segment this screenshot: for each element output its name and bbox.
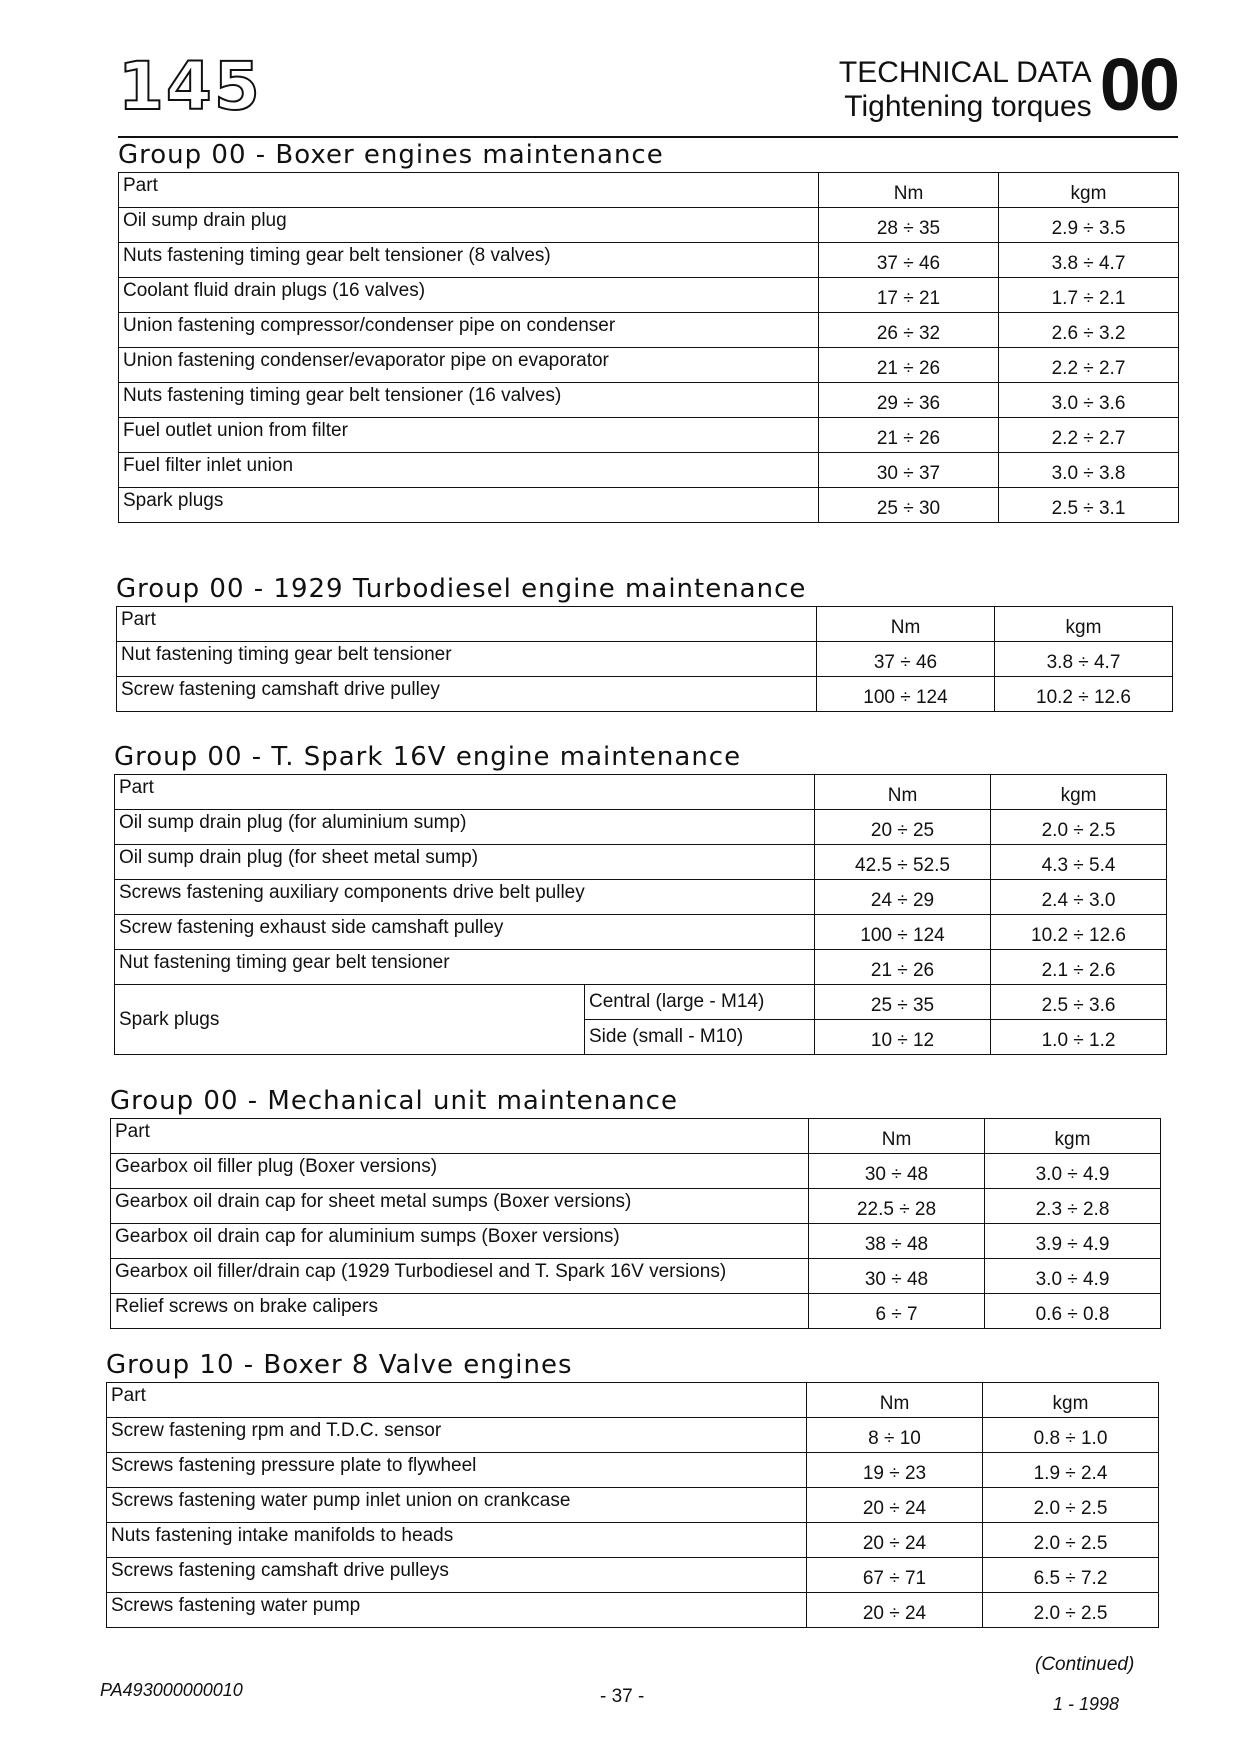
table-row [111, 1224, 1161, 1259]
page-number: - 37 - [600, 1686, 645, 1707]
part-cell: Gearbox oil drain cap for aluminium sumps (Boxer versions) [111, 1224, 809, 1259]
col-kgm: kgm [985, 1119, 1161, 1154]
col-nm: Nm [819, 173, 999, 208]
nm-cell: 28 ÷ 35 [819, 208, 999, 243]
table-row [119, 313, 1179, 348]
kgm-cell: 3.8 ÷ 4.7 [999, 243, 1179, 278]
part-cell: Screws fastening water pump [107, 1593, 807, 1628]
part-cell: Nuts fastening timing gear belt tensioner (8 valves) [119, 243, 819, 278]
table-header-row [107, 1383, 1159, 1418]
part-cell: Nuts fastening timing gear belt tensioner (16 valves) [119, 383, 819, 418]
table-header-row [117, 607, 1173, 642]
table-row [119, 348, 1179, 383]
table-row [115, 845, 1167, 880]
part-cell: Union fastening compressor/condenser pipe on condenser [119, 313, 819, 348]
part-cell: Screw fastening exhaust side camshaft pulley [115, 915, 815, 950]
col-nm: Nm [809, 1119, 985, 1154]
nm-cell: 25 ÷ 30 [819, 488, 999, 523]
part-cell: Nut fastening timing gear belt tensioner [115, 950, 815, 985]
nm-cell: 30 ÷ 48 [809, 1259, 985, 1294]
table-row [107, 1558, 1159, 1593]
header-title: TECHNICAL DATA [838, 56, 1092, 89]
kgm-cell: 3.0 ÷ 4.9 [985, 1154, 1161, 1189]
kgm-cell: 2.1 ÷ 2.6 [991, 950, 1167, 985]
nm-cell: 38 ÷ 48 [809, 1224, 985, 1259]
table-header-row [111, 1119, 1161, 1154]
part-cell: Screws fastening water pump inlet union on crankcase [107, 1488, 807, 1523]
nm-cell: 19 ÷ 23 [807, 1453, 983, 1488]
table-row [115, 880, 1167, 915]
sub-part-cell: Side (small - M10) [585, 1020, 815, 1055]
table-row [111, 1259, 1161, 1294]
kgm-cell: 2.0 ÷ 2.5 [991, 810, 1167, 845]
part-cell: Screws fastening camshaft drive pulleys [107, 1558, 807, 1593]
part-cell: Gearbox oil filler/drain cap (1929 Turbodiesel and T. Spark 16V versions) [111, 1259, 809, 1294]
nm-cell: 8 ÷ 10 [807, 1418, 983, 1453]
part-cell: Oil sump drain plug [119, 208, 819, 243]
torque-table [116, 606, 1173, 712]
nm-cell: 21 ÷ 26 [819, 348, 999, 383]
table-row [119, 488, 1179, 523]
kgm-cell: 0.8 ÷ 1.0 [983, 1418, 1159, 1453]
part-cell: Fuel outlet union from filter [119, 418, 819, 453]
nm-cell: 30 ÷ 37 [819, 453, 999, 488]
nm-cell: 29 ÷ 36 [819, 383, 999, 418]
table-header-row [119, 173, 1179, 208]
nm-cell: 25 ÷ 35 [815, 985, 991, 1020]
col-nm: Nm [817, 607, 995, 642]
kgm-cell: 2.5 ÷ 3.1 [999, 488, 1179, 523]
part-cell: Screw fastening camshaft drive pulley [117, 677, 817, 712]
part-cell: Coolant fluid drain plugs (16 valves) [119, 278, 819, 313]
nm-cell: 21 ÷ 26 [815, 950, 991, 985]
edition-date: 1 - 1998 [1053, 1694, 1120, 1714]
nm-cell: 10 ÷ 12 [815, 1020, 991, 1055]
part-cell: Union fastening condenser/evaporator pipe on evaporator [119, 348, 819, 383]
table-row [107, 1523, 1159, 1558]
section-title: Group 00 - T. Spark 16V engine maintenance [114, 742, 742, 772]
kgm-cell: 1.7 ÷ 2.1 [999, 278, 1179, 313]
nm-cell: 22.5 ÷ 28 [809, 1189, 985, 1224]
col-kgm: kgm [983, 1383, 1159, 1418]
kgm-cell: 10.2 ÷ 12.6 [995, 677, 1173, 712]
section-title: Group 00 - Boxer engines maintenance [118, 140, 664, 170]
nm-cell: 100 ÷ 124 [817, 677, 995, 712]
table-header-row [115, 775, 1167, 810]
part-cell: Relief screws on brake calipers [111, 1294, 809, 1329]
nm-cell: 30 ÷ 48 [809, 1154, 985, 1189]
table-row [111, 1154, 1161, 1189]
nm-cell: 17 ÷ 21 [819, 278, 999, 313]
kgm-cell: 4.3 ÷ 5.4 [991, 845, 1167, 880]
table-row [115, 985, 1167, 1020]
kgm-cell: 2.0 ÷ 2.5 [983, 1593, 1159, 1628]
section-title: Group 10 - Boxer 8 Valve engines [106, 1350, 573, 1380]
kgm-cell: 6.5 ÷ 7.2 [983, 1558, 1159, 1593]
section-turbodiesel-maintenance [116, 574, 1172, 712]
nm-cell: 20 ÷ 24 [807, 1488, 983, 1523]
continued-note: (Continued) [1035, 1654, 1135, 1675]
kgm-cell: 1.0 ÷ 1.2 [991, 1020, 1167, 1055]
table-row [119, 418, 1179, 453]
part-cell: Screws fastening pressure plate to flywheel [107, 1453, 807, 1488]
table-row [119, 243, 1179, 278]
table-row [107, 1488, 1159, 1523]
nm-cell: 37 ÷ 46 [817, 642, 995, 677]
nm-cell: 42.5 ÷ 52.5 [815, 845, 991, 880]
kgm-cell: 2.2 ÷ 2.7 [999, 418, 1179, 453]
document-code: PA493000000010 [100, 1680, 243, 1700]
kgm-cell: 2.2 ÷ 2.7 [999, 348, 1179, 383]
spark-plugs-cell: Spark plugs [115, 985, 585, 1055]
part-cell: Gearbox oil drain cap for sheet metal sumps (Boxer versions) [111, 1189, 809, 1224]
table-row [115, 915, 1167, 950]
part-cell: Oil sump drain plug (for aluminium sump) [115, 810, 815, 845]
kgm-cell: 2.6 ÷ 3.2 [999, 313, 1179, 348]
nm-cell: 20 ÷ 25 [815, 810, 991, 845]
torque-table [118, 172, 1179, 523]
part-cell: Oil sump drain plug (for sheet metal sump) [115, 845, 815, 880]
part-cell: Screws fastening auxiliary components drive belt pulley [115, 880, 815, 915]
table-row [115, 810, 1167, 845]
col-kgm: kgm [995, 607, 1173, 642]
table-row [119, 383, 1179, 418]
kgm-cell: 1.9 ÷ 2.4 [983, 1453, 1159, 1488]
kgm-cell: 2.5 ÷ 3.6 [991, 985, 1167, 1020]
table-row [117, 642, 1173, 677]
kgm-cell: 3.0 ÷ 4.9 [985, 1259, 1161, 1294]
kgm-cell: 2.9 ÷ 3.5 [999, 208, 1179, 243]
section-boxer-8-valve [106, 1350, 1158, 1628]
section-code: 00 [1099, 43, 1178, 126]
table-row [107, 1593, 1159, 1628]
kgm-cell: 10.2 ÷ 12.6 [991, 915, 1167, 950]
model-logo: 145 [118, 48, 262, 125]
part-cell: Screw fastening rpm and T.D.C. sensor [107, 1418, 807, 1453]
nm-cell: 26 ÷ 32 [819, 313, 999, 348]
table-row [111, 1189, 1161, 1224]
kgm-cell: 3.8 ÷ 4.7 [995, 642, 1173, 677]
table-row [115, 950, 1167, 985]
header-title-block [838, 43, 1178, 126]
col-part: Part [115, 775, 815, 810]
table-row [117, 677, 1173, 712]
sub-part-cell: Central (large - M14) [585, 985, 815, 1020]
col-part: Part [119, 173, 819, 208]
kgm-cell: 2.0 ÷ 2.5 [983, 1523, 1159, 1558]
nm-cell: 37 ÷ 46 [819, 243, 999, 278]
nm-cell: 67 ÷ 71 [807, 1558, 983, 1593]
kgm-cell: 3.9 ÷ 4.9 [985, 1224, 1161, 1259]
header-subtitle: Tightening torques [844, 90, 1092, 123]
section-mechanical-unit [110, 1086, 1160, 1329]
table-row [111, 1294, 1161, 1329]
part-cell: Gearbox oil filler plug (Boxer versions) [111, 1154, 809, 1189]
col-nm: Nm [807, 1383, 983, 1418]
table-row [107, 1453, 1159, 1488]
nm-cell: 21 ÷ 26 [819, 418, 999, 453]
table-row [119, 278, 1179, 313]
part-cell: Nut fastening timing gear belt tensioner [117, 642, 817, 677]
torque-table [106, 1382, 1159, 1628]
col-kgm: kgm [991, 775, 1167, 810]
torque-table [114, 774, 1167, 1055]
kgm-cell: 3.0 ÷ 3.6 [999, 383, 1179, 418]
section-boxer-maintenance [118, 140, 1178, 523]
nm-cell: 20 ÷ 24 [807, 1593, 983, 1628]
kgm-cell: 2.4 ÷ 3.0 [991, 880, 1167, 915]
table-row [119, 453, 1179, 488]
kgm-cell: 2.3 ÷ 2.8 [985, 1189, 1161, 1224]
page-header [118, 40, 1178, 138]
torque-table [110, 1118, 1161, 1329]
section-title: Group 00 - Mechanical unit maintenance [110, 1086, 678, 1116]
part-cell: Fuel filter inlet union [119, 453, 819, 488]
col-nm: Nm [815, 775, 991, 810]
col-part: Part [107, 1383, 807, 1418]
col-part: Part [111, 1119, 809, 1154]
kgm-cell: 0.6 ÷ 0.8 [985, 1294, 1161, 1329]
nm-cell: 20 ÷ 24 [807, 1523, 983, 1558]
nm-cell: 24 ÷ 29 [815, 880, 991, 915]
col-kgm: kgm [999, 173, 1179, 208]
kgm-cell: 2.0 ÷ 2.5 [983, 1488, 1159, 1523]
nm-cell: 6 ÷ 7 [809, 1294, 985, 1329]
table-row [119, 208, 1179, 243]
col-part: Part [117, 607, 817, 642]
part-cell: Nuts fastening intake manifolds to heads [107, 1523, 807, 1558]
nm-cell: 100 ÷ 124 [815, 915, 991, 950]
part-cell: Spark plugs [119, 488, 819, 523]
section-tspark-maintenance [114, 742, 1166, 1055]
table-row [107, 1418, 1159, 1453]
kgm-cell: 3.0 ÷ 3.8 [999, 453, 1179, 488]
section-title: Group 00 - 1929 Turbodiesel engine maintenance [116, 574, 807, 604]
